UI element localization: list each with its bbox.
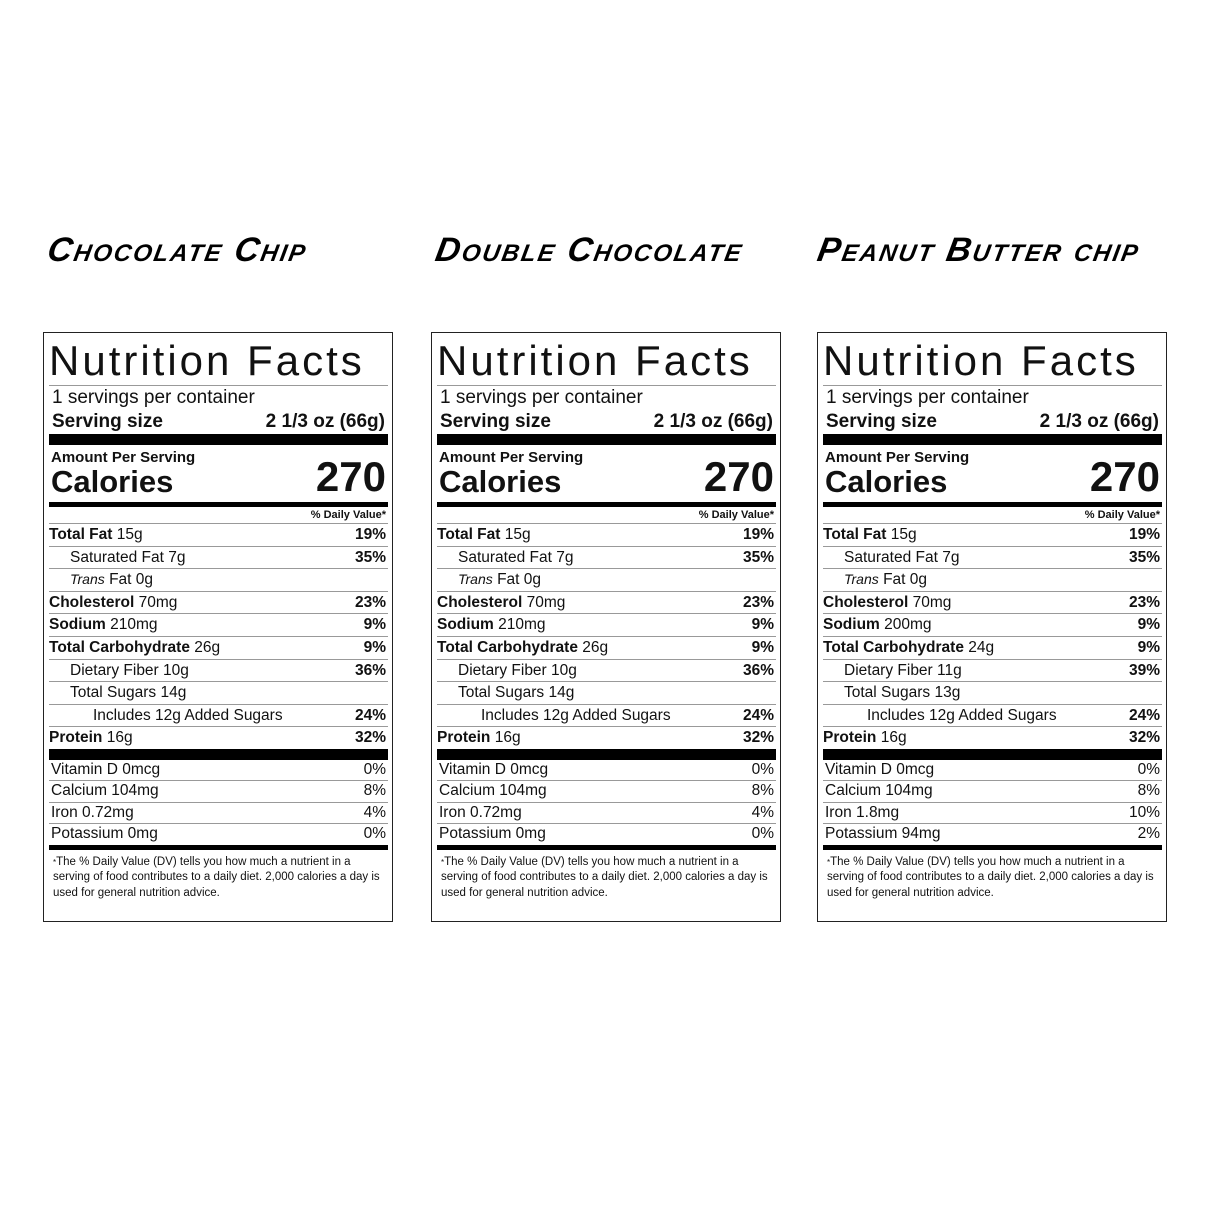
- serving-size-row: Serving size 2 1/3 oz (66g): [52, 411, 385, 432]
- nutrient-row: Saturated Fat 7g 35%: [70, 548, 386, 566]
- amount-per-serving: Amount Per Serving: [51, 449, 196, 466]
- nutrient-row: Protein 16g 32%: [823, 729, 1160, 747]
- footnote: *The % Daily Value (DV) tells you how much a nutrient in a serving of food contributes to a daily diet. 2,000 calories a day is used for general nutrition advice.: [827, 855, 1154, 899]
- nutrient-row: Sodium 210mg 9%: [49, 616, 386, 634]
- nutrient-row: Total Sugars 14g: [70, 684, 187, 702]
- dv-header: % Daily Value*: [310, 509, 386, 521]
- label-heading: Nutrition Facts: [49, 337, 365, 384]
- nutrient-row: Dietary Fiber 10g 36%: [70, 661, 386, 679]
- serving-size-row: Serving size 2 1/3 oz (66g): [440, 411, 773, 432]
- nutrient-row: Cholesterol 70mg 23%: [49, 593, 386, 611]
- nutrient-row: Includes 12g Added Sugars 24%: [867, 706, 1160, 724]
- nutrient-row: Sodium 200mg 9%: [823, 616, 1160, 634]
- footnote: *The % Daily Value (DV) tells you how much a nutrient in a serving of food contributes to a daily diet. 2,000 calories a day is used for general nutrition advice.: [53, 855, 380, 899]
- servings-per-container: 1 servings per container: [52, 387, 255, 408]
- nutrient-row: Protein 16g 32%: [49, 729, 386, 747]
- nutrition-label: [817, 332, 1167, 922]
- label-heading: Nutrition Facts: [823, 337, 1139, 384]
- flavor-title: Double Chocolate: [432, 231, 747, 269]
- nutrient-row: Total Carbohydrate 24g 9%: [823, 638, 1160, 656]
- vitamin-row: Potassium 0mg 0%: [51, 825, 386, 843]
- nutrient-row: Total Sugars 14g: [458, 684, 575, 702]
- dv-header: % Daily Value*: [698, 509, 774, 521]
- flavor-title: Peanut Butter chip: [814, 231, 1144, 269]
- vitamin-row: Calcium 104mg 8%: [825, 782, 1160, 800]
- flavor-title: Chocolate Chip: [44, 231, 311, 269]
- dv-header: % Daily Value*: [1084, 509, 1160, 521]
- nutrient-row: Saturated Fat 7g 35%: [844, 548, 1160, 566]
- servings-per-container: 1 servings per container: [826, 387, 1029, 408]
- amount-per-serving: Amount Per Serving: [439, 449, 584, 466]
- serving-size-row: Serving size 2 1/3 oz (66g): [826, 411, 1159, 432]
- nutrient-row: Saturated Fat 7g 35%: [458, 548, 774, 566]
- label-heading: Nutrition Facts: [437, 337, 753, 384]
- nutrient-row: Total Fat 15g 19%: [823, 526, 1160, 543]
- nutrient-row: Total Sugars 13g: [844, 684, 961, 702]
- vitamin-row: Iron 0.72mg 4%: [51, 803, 386, 821]
- nutrient-row: Protein 16g 32%: [437, 729, 774, 747]
- nutrient-row: Dietary Fiber 11g 39%: [844, 661, 1160, 679]
- nutrient-row: Sodium 210mg 9%: [437, 616, 774, 634]
- nutrient-row: Total Carbohydrate 26g 9%: [49, 638, 386, 656]
- calories-row: Calories 270: [51, 453, 386, 500]
- nutrient-row: Trans Fat 0g: [458, 571, 542, 589]
- nutrition-label: [431, 332, 781, 922]
- vitamin-row: Vitamin D 0mcg 0%: [439, 760, 774, 778]
- nutrient-row: Dietary Fiber 10g 36%: [458, 661, 774, 679]
- nutrition-label: [43, 332, 393, 922]
- footnote: *The % Daily Value (DV) tells you how much a nutrient in a serving of food contributes to a daily diet. 2,000 calories a day is used for general nutrition advice.: [441, 855, 768, 899]
- nutrient-row: Trans Fat 0g: [70, 571, 154, 589]
- vitamin-row: Calcium 104mg 8%: [439, 782, 774, 800]
- vitamin-row: Iron 1.8mg 10%: [825, 803, 1160, 821]
- calories-row: Calories 270: [825, 453, 1160, 500]
- calories-row: Calories 270: [439, 453, 774, 500]
- vitamin-row: Vitamin D 0mcg 0%: [51, 760, 386, 778]
- calories-value: 270: [1089, 453, 1160, 500]
- amount-per-serving: Amount Per Serving: [825, 449, 970, 466]
- nutrient-row: Total Fat 15g 19%: [437, 526, 774, 543]
- calories-value: 270: [315, 453, 386, 500]
- nutrient-row: Cholesterol 70mg 23%: [437, 593, 774, 611]
- vitamin-row: Potassium 0mg 0%: [439, 825, 774, 843]
- nutrient-row: Includes 12g Added Sugars 24%: [481, 706, 774, 724]
- vitamin-row: Vitamin D 0mcg 0%: [825, 760, 1160, 778]
- servings-per-container: 1 servings per container: [440, 387, 643, 408]
- calories-value: 270: [703, 453, 774, 500]
- vitamin-row: Potassium 94mg 2%: [825, 825, 1160, 843]
- vitamin-row: Calcium 104mg 8%: [51, 782, 386, 800]
- nutrient-row: Total Fat 15g 19%: [49, 526, 386, 543]
- vitamin-row: Iron 0.72mg 4%: [439, 803, 774, 821]
- nutrient-row: Includes 12g Added Sugars 24%: [93, 706, 386, 724]
- nutrient-row: Total Carbohydrate 26g 9%: [437, 638, 774, 656]
- nutrient-row: Trans Fat 0g: [844, 571, 928, 589]
- nutrient-row: Cholesterol 70mg 23%: [823, 593, 1160, 611]
